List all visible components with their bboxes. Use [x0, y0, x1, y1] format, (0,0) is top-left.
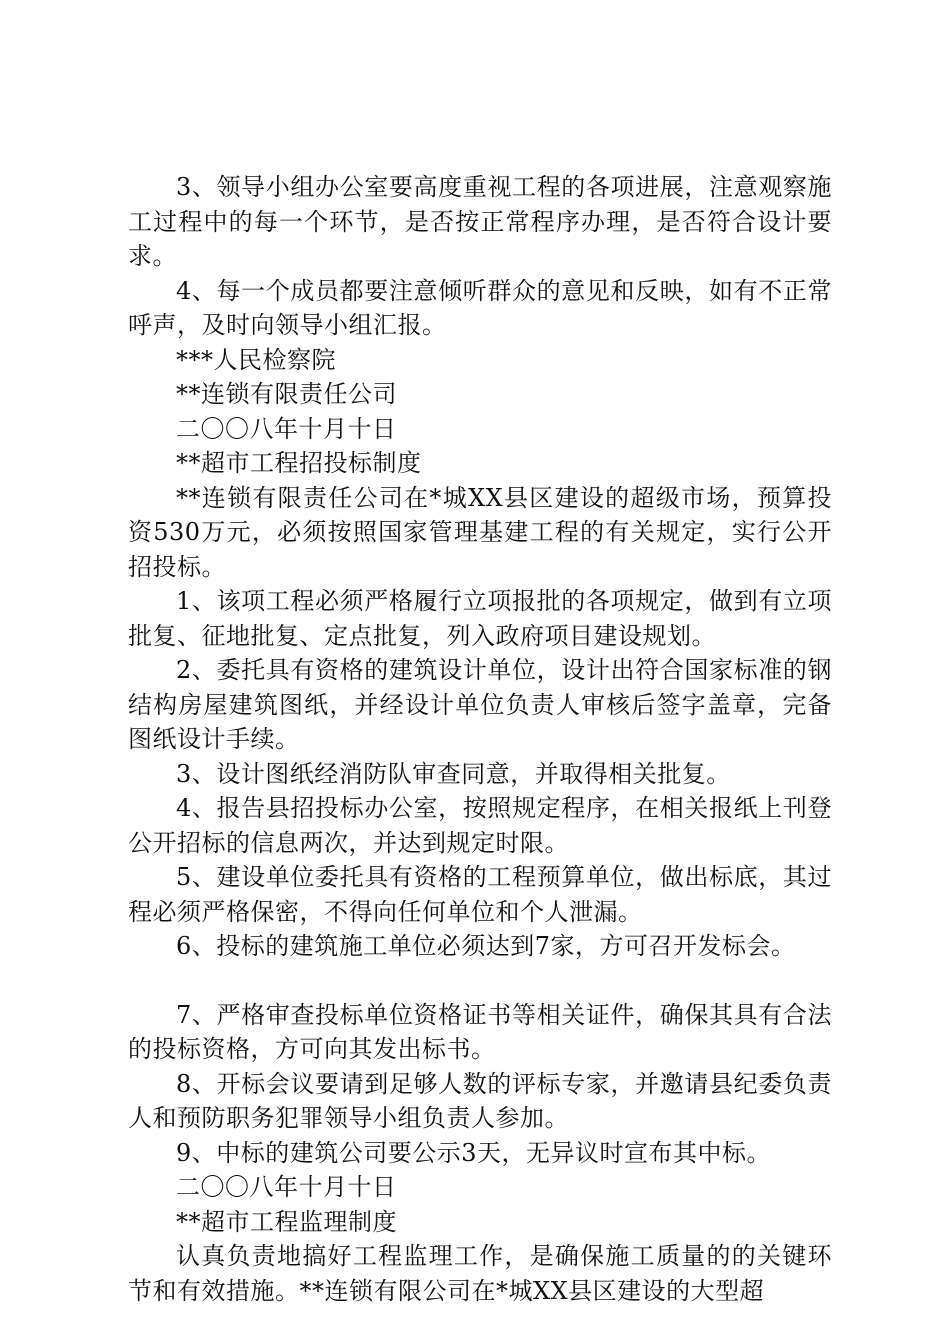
bidding-rule-3: 3、设计图纸经消防队审查同意，并取得相关批复。: [176, 759, 731, 788]
signature-procuratorate: ***人民检察院: [176, 345, 336, 374]
signature-date: 二〇〇八年十月十日: [176, 414, 397, 443]
signature-company: **连锁有限责任公司: [176, 380, 397, 408]
bidding-rule-5: 5、建设单位委托具有资格的工程预算单位，做出标底，其过程必须严格保密，不得向任何单位和个人泄漏。: [128, 863, 832, 926]
bidding-rule-4: 4、报告县招投标办公室，按照规定程序，在相关报纸上刊登公开招标的信息两次，并达到规定时限。: [128, 794, 832, 857]
bidding-rule-7: 7、严格审查投标单位资格证书等相关证件，确保其具有合法的投标资格，方可向其发出标书。: [128, 1000, 832, 1063]
supervision-intro: 认真负责地搞好工程监理工作，是确保施工质量的的关键环节和有效措施。**连锁有限公司在*城XX县区建设的大型超: [128, 1242, 832, 1305]
paragraph-item-3: 3、领导小组办公室要高度重视工程的各项进展，注意观察施工过程中的每一个环节，是否按正常程序办理，是否符合设计要求。: [128, 173, 832, 270]
document-body: [128, 170, 832, 1308]
section-title-supervision: **超市工程监理制度: [176, 1207, 397, 1236]
bidding-rule-1: 1、该项工程必须严格履行立项报批的各项规定，做到有立项批复、征地批复、定点批复，列入政府项目建设规划。: [128, 587, 832, 650]
bidding-rule-6: 6、投标的建筑施工单位必须达到7家，方可召开发标会。: [176, 932, 796, 960]
paragraph-item-4: 4、每一个成员都要注意倾听群众的意见和反映，如有不正常呼声，及时向领导小组汇报。: [128, 276, 832, 339]
paragraph-gap: [128, 964, 832, 998]
section-title-bidding: **超市工程招投标制度: [176, 449, 422, 477]
bidding-date: 二〇〇八年十月十日: [176, 1173, 397, 1201]
bidding-rule-8: 8、开标会议要请到足够人数的评标专家，并邀请县纪委负责人和预防职务犯罪领导小组负责人参加。: [128, 1069, 832, 1132]
bidding-intro: **连锁有限责任公司在*城XX县区建设的超级市场，预算投资530万元，必须按照国家管理基建工程的有关规定，实行公开招投标。: [128, 483, 832, 581]
bidding-rule-9: 9、中标的建筑公司要公示3天，无异议时宣布其中标。: [176, 1138, 772, 1167]
bidding-rule-2: 2、委托具有资格的建筑设计单位，设计出符合国家标准的钢结构房屋建筑图纸，并经设计单位负责人审核后签字盖章，完备图纸设计手续。: [128, 656, 832, 753]
